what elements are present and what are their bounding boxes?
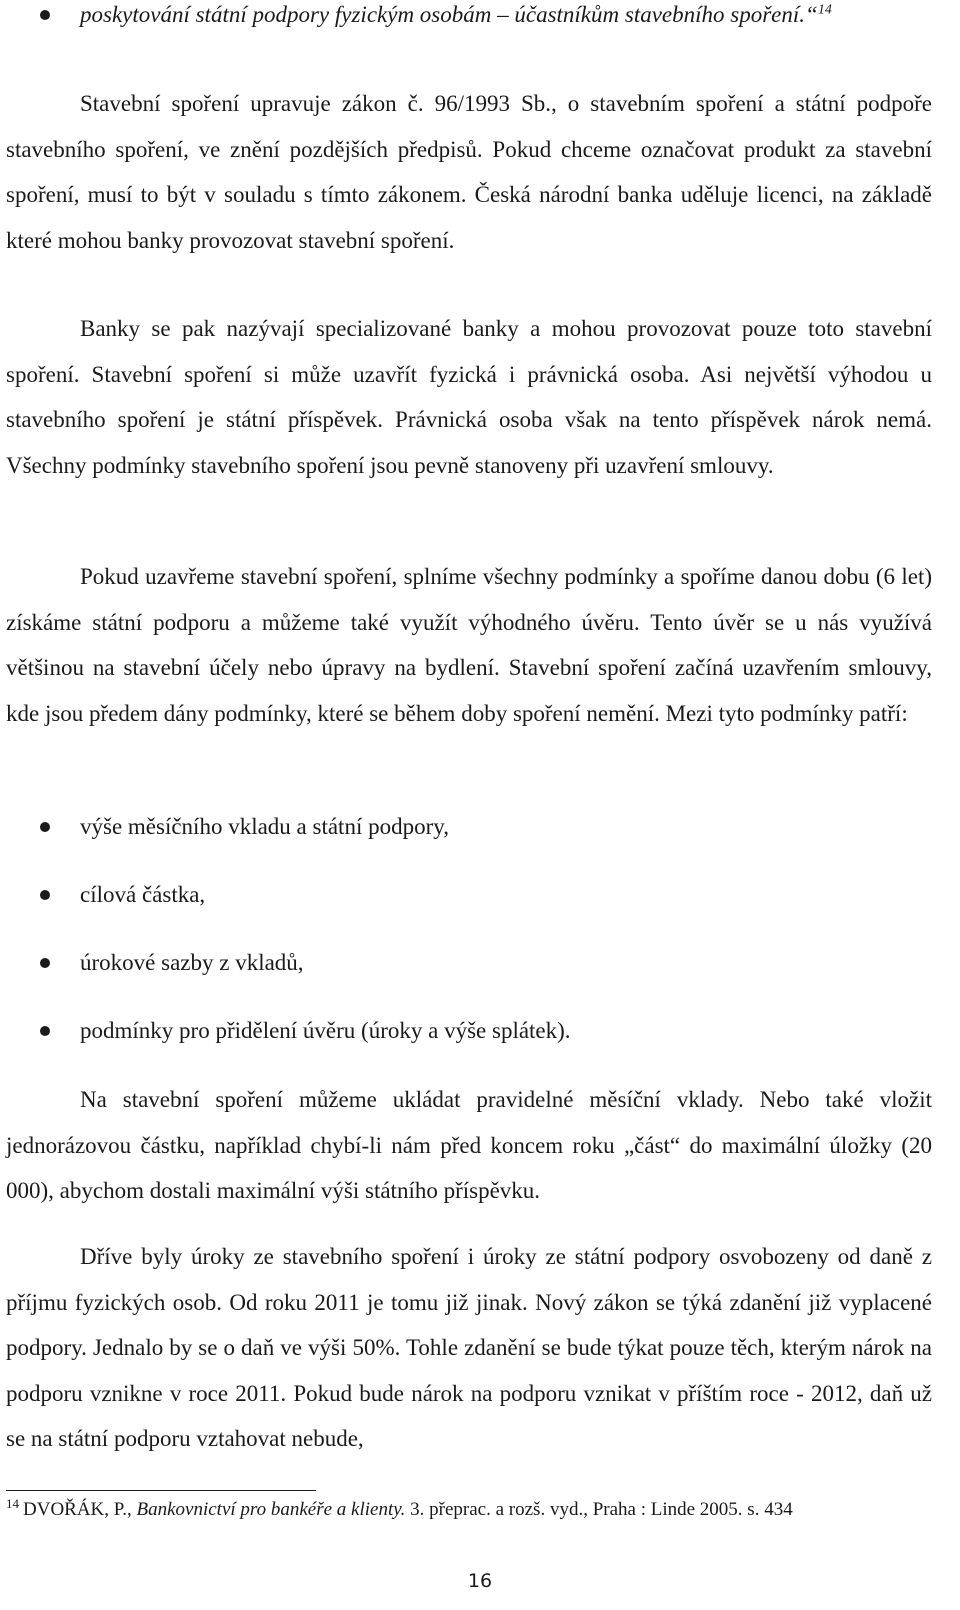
page-number: 16 xyxy=(467,1570,493,1592)
list-item-text: výše měsíčního vkladu a státní podpory, xyxy=(80,814,449,839)
footnote xyxy=(6,1496,932,1524)
paragraph-2: Banky se pak nazývají specializované banky a mohou provozovat pouze toto stavební spoření. Stavební spoření si může uzavřít fyzická i právnická osoba. Asi největší výhodou u stavebního spoření je státní příspěvek. Právnická osoba však na tento příspěvek nárok nemá. Všechny podmínky stavebního spoření jsou pevně stanoveny při uzavření smlouvy. xyxy=(6,316,932,478)
footnote-rest: 3. přeprac. a rozš. vyd., Praha : Linde 2005. s. 434 xyxy=(405,1499,793,1520)
footnote-ref: 14 xyxy=(817,2,832,18)
footnote-number: 14 xyxy=(6,1495,19,1511)
footnote-author: DVOŘÁK, P., xyxy=(23,1499,137,1520)
list-item-text: cílová částka, xyxy=(80,882,206,907)
bullet-dot-icon xyxy=(40,958,50,968)
list-item-text: podmínky pro přidělení úvěru (úroky a výše splátek). xyxy=(80,1018,571,1043)
bullet-dot-icon xyxy=(40,822,50,832)
bullet-dot-icon xyxy=(40,890,50,900)
paragraph-5: Dříve byly úroky ze stavebního spoření i úroky ze státní podpory osvobozeny od daně z příjmu fyzických osob. Od roku 2011 je tomu již jinak. Nový zákon se týká zdanění již vyplacené podpory. Jednalo by se o daň ve výši 50%. Tohle zdanění se bude týkat pouze těch, kterým nárok na podporu vznikne v roce 2011. Pokud bude nárok na podporu vznikat v příštím roce - 2012, daň už se na státní podporu vztahovat nebude, xyxy=(6,1244,932,1451)
paragraph-1: Stavební spoření upravuje zákon č. 96/1993 Sb., o stavebním spoření a státní podpoře stavebního spoření, ve znění pozdějších předpisů. Pokud chceme označovat produkt za stavební spoření, musí to být v souladu s tímto zákonem. Česká národní banka uděluje licenci, na základě které mohou banky provozovat stavební spoření. xyxy=(6,91,932,253)
paragraph-3: Pokud uzavřeme stavební spoření, splníme všechny podmínky a spoříme danou dobu (6 let) získáme státní podporu a můžeme také využít výhodného úvěru. Tento úvěr se u nás využívá většinou na stavební účely nebo úpravy na bydlení. Stavební spoření začíná uzavřením smlouvy, kde jsou předem dány podmínky, které se během doby spoření nemění. Mezi tyto podmínky patří: xyxy=(6,564,932,726)
bullet-dot-icon xyxy=(40,1026,50,1036)
footnote-separator xyxy=(6,1490,316,1491)
paragraph-4: Na stavební spoření můžeme ukládat pravidelné měsíční vklady. Nebo také vložit jednorázovou částku, například chybí-li nám před koncem roku „část“ do maximální úložky (20 000), abychom dostali maximální výši státního příspěvku. xyxy=(6,1087,932,1203)
bullet-dot-icon xyxy=(40,10,50,20)
list-item-text: úrokové sazby z vkladů, xyxy=(80,950,304,975)
footnote-title: Bankovnictví pro bankéře a klienty. xyxy=(136,1499,406,1520)
quote-bullet-text: poskytování státní podpory fyzickým osobám – účastníkům stavebního spoření.“ xyxy=(80,2,818,27)
